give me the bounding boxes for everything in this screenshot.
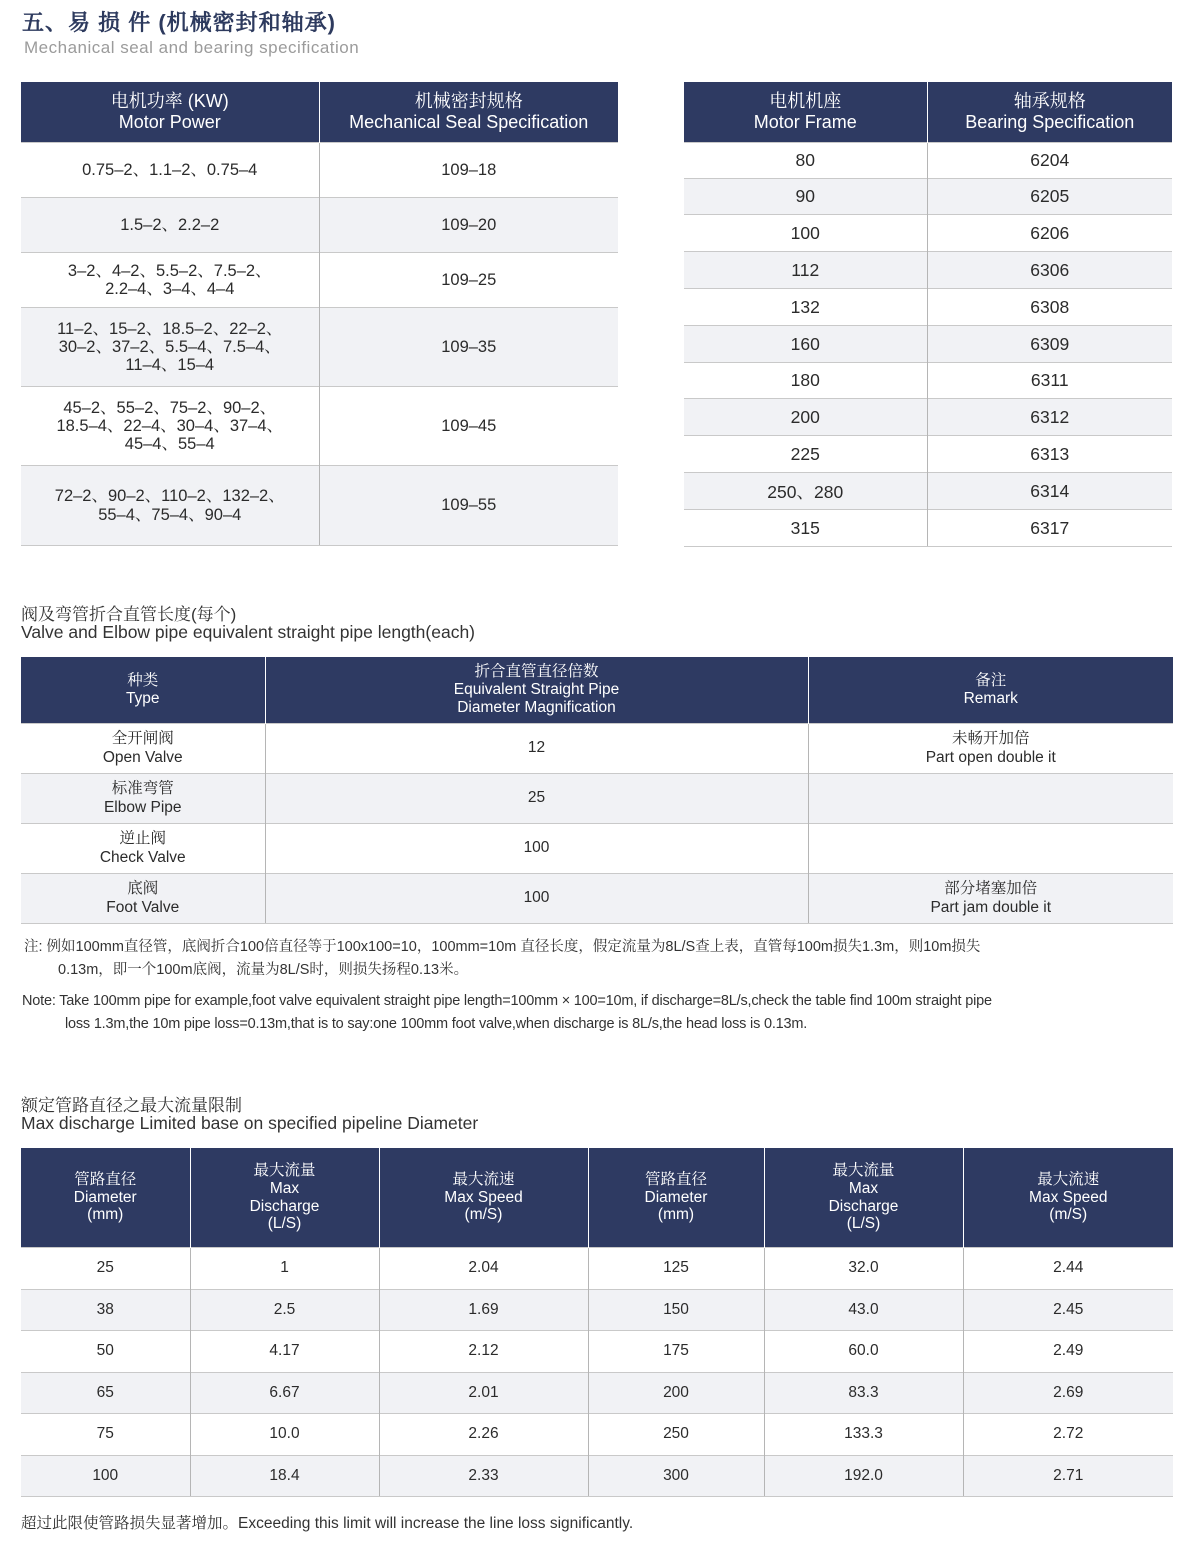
diameter-cell: 100 (21, 1455, 190, 1497)
table-row (21, 1289, 1173, 1331)
page-title: 五、易 损 件 (机械密封和轴承) (22, 10, 336, 35)
header-max-discharge: 最大流量 Max Discharge (L/S) (190, 1148, 379, 1248)
discharge-cell: 10.0 (190, 1414, 379, 1456)
speed-cell: 2.01 (379, 1372, 588, 1414)
diameter-cell: 175 (588, 1331, 764, 1373)
discharge-cell: 83.3 (764, 1372, 963, 1414)
discharge-cell: 6.67 (190, 1372, 379, 1414)
discharge-cell: 43.0 (764, 1289, 963, 1331)
header-max-speed: 最大流速 Max Speed (m/S) (379, 1148, 588, 1248)
header-seal-spec: 机械密封规格 Mechanical Seal Specification (319, 82, 618, 143)
header-max-speed: 最大流速 Max Speed (m/S) (963, 1148, 1173, 1248)
discharge-cell: 2.5 (190, 1289, 379, 1331)
valve-equivalent-length-table (21, 657, 1173, 924)
note-cn: 注: 例如100mm直径管，底阀折合100倍直径等于100x100=10，100mm=10m 直径长度，假定流量为8L/S查上表，直管每100m损失1.3m，则10m损失 0.13m，即一个100m底阀，流量为8L/S时，则损失扬程0.13米。 (24, 939, 981, 978)
max-discharge-table (21, 1148, 1173, 1497)
seal-spec-cell: 109–18 (319, 143, 618, 198)
motor-frame-cell: 160 (684, 326, 927, 363)
valve-section-title-en: Valve and Elbow pipe equivalent straight pipe length(each) (21, 622, 476, 642)
bearing-spec-cell: 6311 (927, 363, 1172, 399)
bearing-spec-cell: 6309 (927, 326, 1172, 363)
motor-power-cell: 45–2、55–2、75–2、90–2、 18.5–4、22–4、30–4、37–4、 45–4、55–4 (21, 387, 319, 466)
discharge-cell: 1 (190, 1248, 379, 1290)
motor-frame-cell: 315 (684, 510, 927, 547)
speed-cell: 2.71 (963, 1455, 1173, 1497)
motor-frame-cell: 90 (684, 179, 927, 215)
seal-spec-cell: 109–55 (319, 466, 618, 546)
bearing-spec-cell: 6206 (927, 215, 1172, 252)
discharge-cell: 4.17 (190, 1331, 379, 1373)
motor-frame-cell: 200 (684, 399, 927, 436)
table-row (21, 1331, 1173, 1373)
diameter-cell: 300 (588, 1455, 764, 1497)
motor-frame-cell: 100 (684, 215, 927, 252)
magnification-cell: 25 (265, 774, 808, 824)
discharge-cell: 192.0 (764, 1455, 963, 1497)
motor-frame-cell: 112 (684, 252, 927, 289)
diameter-cell: 150 (588, 1289, 764, 1331)
diameter-cell: 125 (588, 1248, 764, 1290)
remark-cell: 部分堵塞加倍 Part jam double it (808, 874, 1173, 924)
speed-cell: 2.04 (379, 1248, 588, 1290)
bearing-spec-cell: 6205 (927, 179, 1172, 215)
seal-spec-cell: 109–25 (319, 253, 618, 308)
speed-cell: 1.69 (379, 1289, 588, 1331)
table-row (21, 1414, 1173, 1456)
header-remark: 备注 Remark (808, 657, 1173, 724)
seal-spec-cell: 109–45 (319, 387, 618, 466)
flow-footer-note: 超过此限使管路损失显著增加。Exceeding this limit will increase the line loss significantly. (21, 1515, 634, 1532)
diameter-cell: 38 (21, 1289, 190, 1331)
discharge-cell: 18.4 (190, 1455, 379, 1497)
note-en: Note: Take 100mm pipe for example,foot valve equivalent straight pipe length=100mm × 100=10m, if discharge=8L/s,check the table find 100m straight pipe loss 1.3m,the 10m pipe loss=0.13m,that is to say:one 100mm foot valve,when discharge is 8L/s,the head loss is 0.13m. (22, 993, 992, 1032)
motor-power-cell: 0.75–2、1.1–2、0.75–4 (21, 143, 319, 198)
header-motor-frame: 电机机座 Motor Frame (684, 82, 927, 143)
speed-cell: 2.26 (379, 1414, 588, 1456)
diameter-cell: 50 (21, 1331, 190, 1373)
magnification-cell: 12 (265, 724, 808, 774)
bearing-spec-cell: 6204 (927, 143, 1172, 179)
diameter-cell: 75 (21, 1414, 190, 1456)
bearing-spec-cell: 6306 (927, 252, 1172, 289)
table-row (21, 1248, 1173, 1290)
motor-power-cell: 1.5–2、2.2–2 (21, 198, 319, 253)
speed-cell: 2.44 (963, 1248, 1173, 1290)
seal-spec-cell: 109–20 (319, 198, 618, 253)
speed-cell: 2.49 (963, 1331, 1173, 1373)
valve-type-cell: 标准弯管 Elbow Pipe (21, 774, 265, 824)
mechanical-seal-table (21, 82, 618, 546)
bearing-spec-cell: 6317 (927, 510, 1172, 547)
flow-section-title-cn: 额定管路直径之最大流量限制 (21, 1096, 242, 1115)
diameter-cell: 65 (21, 1372, 190, 1414)
diameter-cell: 250 (588, 1414, 764, 1456)
remark-cell: 未畅开加倍 Part open double it (808, 724, 1173, 774)
speed-cell: 2.45 (963, 1289, 1173, 1331)
discharge-cell: 32.0 (764, 1248, 963, 1290)
motor-power-cell: 3–2、4–2、5.5–2、7.5–2、 2.2–4、3–4、4–4 (21, 253, 319, 308)
motor-power-cell: 72–2、90–2、110–2、132–2、 55–4、75–4、90–4 (21, 466, 319, 546)
speed-cell: 2.12 (379, 1331, 588, 1373)
speed-cell: 2.72 (963, 1414, 1173, 1456)
valve-section-title-cn: 阀及弯管折合直管长度(每个) (21, 605, 237, 624)
motor-frame-cell: 132 (684, 289, 927, 326)
flow-section-title-en: Max discharge Limited base on specified pipeline Diameter (21, 1113, 479, 1133)
header-bearing-spec: 轴承规格 Bearing Specification (927, 82, 1172, 143)
header-type: 种类 Type (21, 657, 265, 724)
remark-cell (808, 774, 1173, 824)
page-subtitle: Mechanical seal and bearing specification (24, 38, 360, 57)
diameter-cell: 200 (588, 1372, 764, 1414)
header-diameter: 管路直径 Diameter (mm) (21, 1148, 190, 1248)
motor-frame-cell: 80 (684, 143, 927, 179)
motor-frame-cell: 250、280 (684, 473, 927, 510)
bearing-table (684, 82, 1172, 547)
header-diameter: 管路直径 Diameter (mm) (588, 1148, 764, 1248)
magnification-cell: 100 (265, 874, 808, 924)
table-row (21, 1455, 1173, 1497)
discharge-cell: 60.0 (764, 1331, 963, 1373)
bearing-spec-cell: 6314 (927, 473, 1172, 510)
speed-cell: 2.33 (379, 1455, 588, 1497)
bearing-spec-cell: 6312 (927, 399, 1172, 436)
remark-cell (808, 824, 1173, 874)
magnification-cell: 100 (265, 824, 808, 874)
header-motor-power: 电机功率 (KW) Motor Power (21, 82, 319, 143)
valve-type-cell: 底阀 Foot Valve (21, 874, 265, 924)
bearing-spec-cell: 6308 (927, 289, 1172, 326)
motor-frame-cell: 225 (684, 436, 927, 473)
valve-type-cell: 全开闸阀 Open Valve (21, 724, 265, 774)
valve-type-cell: 逆止阀 Check Valve (21, 824, 265, 874)
motor-power-cell: 11–2、15–2、18.5–2、22–2、 30–2、37–2、5.5–4、7.5–4、 11–4、15–4 (21, 308, 319, 387)
seal-spec-cell: 109–35 (319, 308, 618, 387)
diameter-cell: 25 (21, 1248, 190, 1290)
header-max-discharge: 最大流量 Max Discharge (L/S) (764, 1148, 963, 1248)
motor-frame-cell: 180 (684, 363, 927, 399)
speed-cell: 2.69 (963, 1372, 1173, 1414)
header-diameter-magnification: 折合直管直径倍数 Equivalent Straight Pipe Diameter Magnification (265, 657, 808, 724)
table-row (21, 1372, 1173, 1414)
bearing-spec-cell: 6313 (927, 436, 1172, 473)
discharge-cell: 133.3 (764, 1414, 963, 1456)
